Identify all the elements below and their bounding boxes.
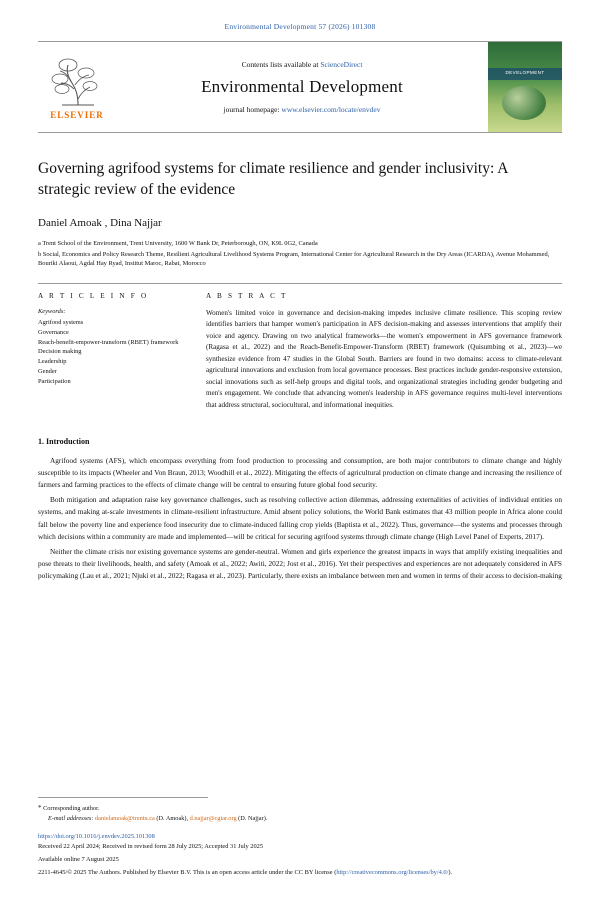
abstract-text: Women's limited voice in governance and decision-making impedes inclusive climate resilience. This scoping review identifies barriers that hamper women's participation in AFS decision-making and assesses interventions that amplify their voice and agency. Drawing on two analytical frameworks—the women's empowerment in AFS governance framework (Ragasa et al., 2022) and the Reach-Benefit-Empower-Transform (RBET) framework (Quisumbing et al., 2023)—we synthesize evidence from 47 studies in the Global South. Barriers are found in two domains: access to climate-relevant agricultural innovations and exclusion from local governance processes. Best practices include gender-responsive extension, social innovations such as self-help groups and digital tools, and organizational strategies including gender budgeting and men's engagement. We conclude that advancing women's leadership in AFS governance requires multi-level interventions that address structural, sociocultural, and informational inequities. [206, 308, 562, 409]
corresponding-author-note [38, 803, 562, 814]
footnote-divider [38, 797, 208, 798]
intro-paragraph-3: Neither the climate crisis nor existing governance systems are gender-neutral. Women and girls experience the greatest impacts in ways that amplify existing inequalities and pose threats to their livelihoods, health, and safety (Amoak et al., 2022; Awiti, 2022; Jost et al., 2016). Yet their perspectives and experiences are not adequately considered in AFS policymaking (Lau et al., 2021; Njuki et al., 2022; Ragasa et al., 2023). Particularly, there exists an imbalance between men and women in terms of their access to decision-making [38, 546, 562, 581]
available-online: Available online 7 August 2025 [38, 855, 119, 863]
corresponding-marker: * [38, 804, 42, 812]
contents-prefix: Contents lists available at [241, 60, 321, 69]
email-link-2[interactable]: d.najjar@cgiar.org [189, 815, 237, 823]
author-list [38, 217, 562, 229]
elsevier-wordmark: ELSEVIER [50, 109, 104, 120]
keyword-item: Decision making [38, 348, 82, 356]
info-abstract-row [38, 292, 562, 411]
article-info-heading: A R T I C L E I N F O [38, 291, 149, 300]
page-footer [38, 797, 562, 878]
license-paren-close: ). [448, 868, 453, 876]
affiliation-b: b Social, Economics and Policy Research Theme, Resilient Agricultural Livelihood Systems Program, International Center for Agricultural Research in the Dry Areas (ICARDA), Avenue Mohammed, Bouriki Alaoui, Agdal Hay Ryad, Institut Maroc, Rabat, Morocco [38, 251, 550, 268]
keyword-item: Agrifood systems [38, 318, 84, 326]
license-link[interactable]: http://creativecommons.org/licenses/by/4.0/ [336, 868, 449, 876]
email-label: E-mail addresses: [48, 815, 94, 823]
article-history: Received 22 April 2024; Received in revised form 28 July 2025; Accepted 31 July 2025 [38, 843, 264, 851]
homepage-prefix: journal homepage: [223, 105, 282, 114]
intro-paragraph-2: Both mitigation and adaptation raise key governance challenges, such as resolving collective action dilemmas, addressing externalities of activities of individual entities on systems, and making at-scale investments in climate-resilient infrastructure. Amid absent policy solutions, the World Bank estimates that 43 million people in Africa alone could fall below the poverty line and experience food insecurity due to climate-induced falling crop yields (Baptista et al., 2022). Thus, governance—the systems and processes through which decisions within a community are made and implemented—will be critical for securing agrifood systems through climate change (High Level Panel of Experts, 2017). [38, 495, 562, 541]
email-owner-1: (D. Amoak), [156, 815, 189, 823]
masthead-center [116, 42, 488, 132]
elsevier-tree-icon [48, 55, 106, 109]
email-owner-2: (D. Najjar). [238, 815, 268, 823]
license-text: 2211-4645/© 2025 The Authors. Published by Elsevier B.V. This is an open access article under the CC BY license [38, 868, 333, 876]
intro-paragraph-1: Agrifood systems (AFS), which encompass everything from food production to processing and consumption, are both major contributors to climate change and highly susceptible to its impacts (Wheeler and Von Braun, 2013; Woodhill et al., 2022). Mitigating the effects of agricultural production on climate change and increasing the resilience of farmers and farming practices to the effects of climate change will be central to ensuring future global food security. [38, 456, 562, 490]
keyword-item: Reach-benefit-empower-transform (RBET) framework [38, 338, 179, 346]
corresponding-label: Corresponding author. [43, 805, 100, 812]
keyword-item: Governance [38, 328, 69, 336]
abstract-column [206, 292, 562, 411]
keyword-item: Leadership [38, 358, 67, 366]
keyword-item: Participation [38, 378, 71, 386]
email-link-1[interactable]: danielamoak@trentu.ca [95, 815, 155, 823]
author-names: Daniel Amoak , Dina Najjar [38, 216, 162, 229]
running-head-journal: Environmental Development [224, 22, 317, 31]
abstract-heading: A B S T R A C T [206, 291, 288, 300]
introduction-number: 1. [38, 437, 44, 447]
affiliation-a: a Trent School of the Environment, Trent University, 1600 W Bank Dr, Peterborough, ON, K9L 0G2, Canada [38, 239, 318, 247]
email-note [38, 814, 562, 824]
elsevier-logo [38, 42, 116, 132]
article-title: Governing agrifood systems for climate resilience and gender inclusivity: A strategic review of the evidence [38, 160, 508, 198]
article-info-column [38, 292, 188, 411]
sciencedirect-link[interactable]: ScienceDirect [320, 60, 363, 69]
license-paren-open: ( [334, 868, 337, 876]
introduction-title: Introduction [46, 437, 90, 447]
running-head [38, 22, 562, 31]
journal-masthead [38, 41, 562, 133]
homepage-line [224, 105, 381, 114]
journal-cover-image [488, 42, 562, 132]
cover-label: DEVELOPMENT [505, 70, 545, 75]
introduction-section [38, 437, 562, 582]
doi-link[interactable]: https://doi.org/10.1016/j.envdev.2025.101308 [38, 833, 155, 841]
running-head-citation: 57 (2026) 101308 [318, 22, 376, 31]
keyword-item: Gender [38, 368, 57, 376]
keywords-label: Keywords: [38, 307, 66, 315]
contents-line [242, 60, 363, 69]
introduction-heading [38, 437, 562, 446]
homepage-link[interactable]: www.elsevier.com/locate/envdev [281, 105, 381, 114]
divider-top [38, 283, 562, 284]
journal-title: Environmental Development [201, 77, 403, 96]
license-statement [38, 868, 562, 878]
